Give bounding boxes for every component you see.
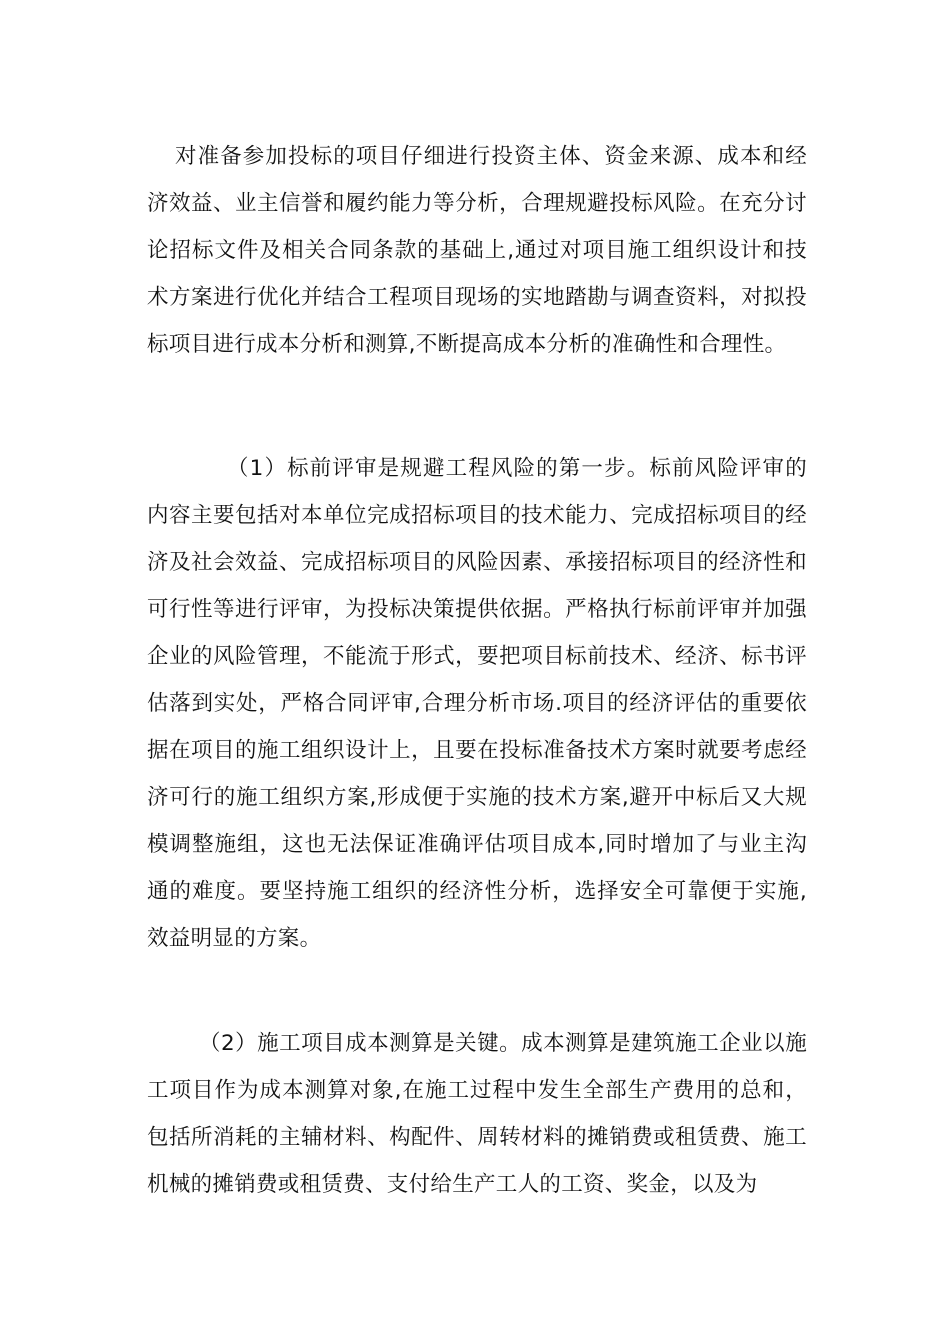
paragraph-bid-risk-analysis: 对准备参加投标的项目仔细进行投资主体、资金来源、成本和经济效益、业主信誉和履约能力等分析，合理规避投标风险。在充分讨论招标文件及相关合同条款的基础上,通过对项目施工组织设计和技术方案进行优化并结合工程项目现场的实地踏勘与调查资料，对拟投标项目进行成本分析和测算,不断提高成本分析的准确性和合理性。 [147, 144, 807, 357]
paragraph-cost-estimation: （2）施工项目成本测算是关键。成本测算是建筑施工企业以施工项目作为成本测算对象,在施工过程中发生全部生产费用的总和，包括所消耗的主辅材料、构配件、周转材料的摊销费或租赁费、施工机械的摊销费或租赁费、支付给生产工人的工资、奖金，以及为 [147, 1031, 807, 1197]
paragraph-pre-bid-review: （1）标前评审是规避工程风险的第一步。标前风险评审的内容主要包括对本单位完成招标项目的技术能力、完成招标项目的经济及社会效益、完成招标项目的风险因素、承接招标项目的经济性和可行性等进行评审，为投标决策提供依据。严格执行标前评审并加强企业的风险管理，不能流于形式，要把项目标前技术、经济、标书评估落到实处，严格合同评审,合理分析市场.项目的经济评估的重要依据在项目的施工组织设计上，且要在投标准备技术方案时就要考虑经济可行的施工组织方案,形成便于实施的技术方案,避开中标后又大规模调整施组，这也无法保证准确评估项目成本,同时增加了与业主沟通的难度。要坚持施工组织的经济性分析，选择安全可靠便于实施,效益明显的方案。 [147, 456, 807, 951]
